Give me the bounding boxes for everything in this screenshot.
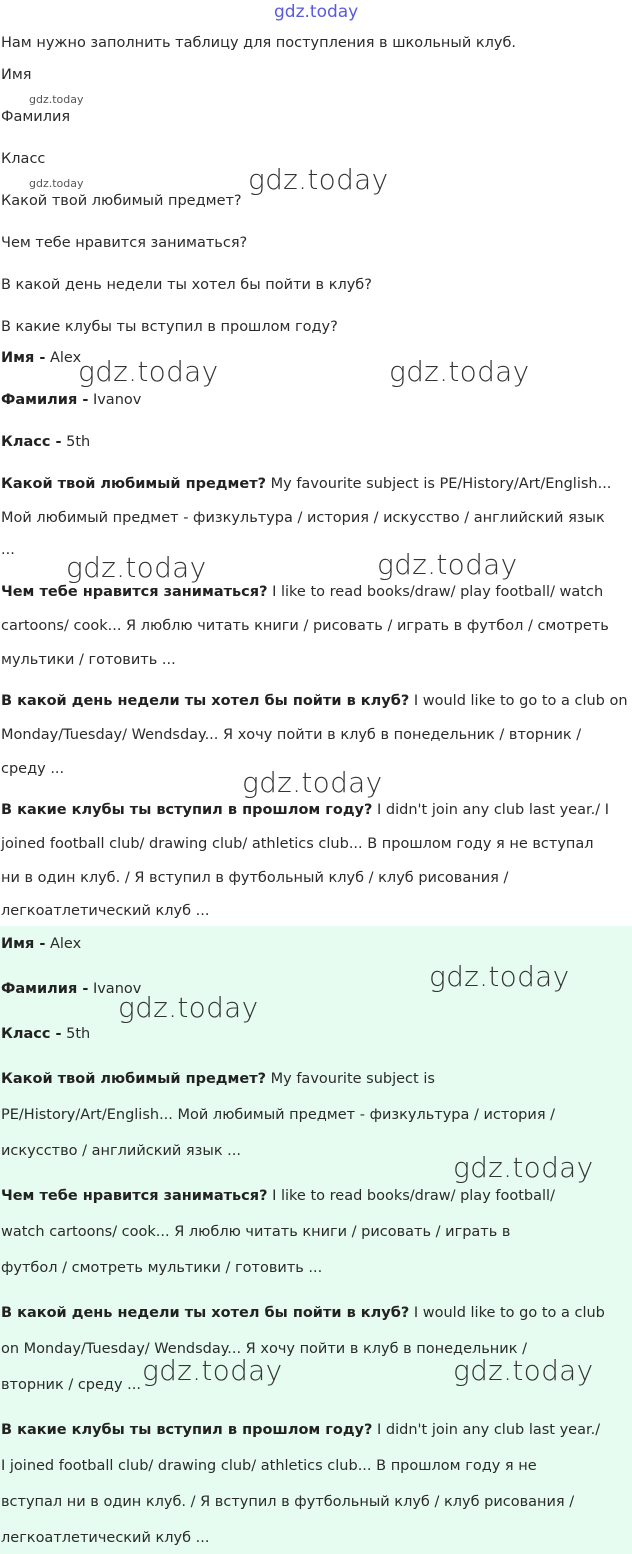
question-hobby: Чем тебе нравится заниматься? [1, 235, 248, 251]
answer2-grade: Класс - 5th [1, 1026, 91, 1042]
answer2-clubs-line: I joined football club/ drawing club/ athletics club... В прошлом году я не [1, 1458, 537, 1474]
answer2-day-line: вторник / среду ... [1, 1377, 141, 1393]
answer1-day-line: Monday/Tuesday/ Wendsday... Я хочу пойти в клуб в понедельник / вторник / [1, 727, 582, 743]
answer2-clubs-line: легкоатлетический клуб ... [1, 1530, 210, 1546]
answer1-clubs-line: ни в один клуб. / Я вступил в футбольный клуб / клуб рисования / [1, 870, 509, 886]
question-name: Имя [1, 67, 32, 83]
answer1-subject-line: Мой любимый предмет - физкультура / история / искусство / английский язык [1, 510, 605, 526]
watermark: gdz.today [429, 960, 570, 993]
watermark: gdz.today [66, 551, 207, 584]
answer1-subject-line: ... [1, 542, 15, 558]
watermark: gdz.today [142, 1354, 283, 1387]
answer1-surname: Фамилия - Ivanov [1, 392, 142, 408]
answer2-name: Имя - Alex [1, 936, 82, 952]
watermark-small: gdz.today [29, 93, 84, 106]
answer1-grade: Класс - 5th [1, 434, 91, 450]
answer2-clubs: В какие клубы ты вступил в прошлом году? I didn't join any club last year./ [1, 1422, 601, 1438]
answer1-subject: Какой твой любимый предмет? My favourite subject is PE/History/Art/English... [1, 476, 612, 492]
watermark: gdz.today [248, 163, 389, 196]
answer1-name: Имя - Alex [1, 350, 82, 366]
answer2-hobby: Чем тебе нравится заниматься? I like to read books/draw/ play football/ [1, 1188, 555, 1204]
watermark: gdz.today [389, 355, 530, 388]
watermark: gdz.today [118, 991, 259, 1024]
answer1-day-line: среду ... [1, 761, 65, 777]
watermark: gdz.today [242, 766, 383, 799]
answer1-day: В какой день недели ты хотел бы пойти в клуб? I would like to go to a club on [1, 693, 628, 709]
watermark-small: gdz.today [29, 177, 84, 190]
watermark: gdz.today [377, 548, 518, 581]
answer1-hobby-line: мультики / готовить ... [1, 652, 176, 668]
answer2-subject-line: искусство / английский язык ... [1, 1143, 242, 1159]
watermark: gdz.today [78, 355, 219, 388]
answer2-surname: Фамилия - Ivanov [1, 981, 142, 997]
answer2-day: В какой день недели ты хотел бы пойти в клуб? I would like to go to a club [1, 1305, 605, 1321]
answer2-hobby-line: watch cartoons/ cook... Я люблю читать книги / рисовать / играть в [1, 1224, 511, 1240]
answer1-hobby-line: cartoons/ cook... Я люблю читать книги / рисовать / играть в футбол / смотреть [1, 618, 609, 634]
answer2-hobby-line: футбол / смотреть мультики / готовить ... [1, 1260, 323, 1276]
question-surname: Фамилия [1, 109, 71, 125]
answer2-subject-line: PE/History/Art/English... Мой любимый предмет - физкультура / история / [1, 1107, 556, 1123]
question-clubs: В какие клубы ты вступил в прошлом году? [1, 319, 338, 335]
watermark: gdz.today [453, 1151, 594, 1184]
answer2-subject: Какой твой любимый предмет? My favourite subject is [1, 1071, 435, 1087]
watermark: gdz.today [453, 1354, 594, 1387]
question-grade: Класс [1, 151, 46, 167]
question-subject: Какой твой любимый предмет? [1, 193, 242, 209]
answer1-hobby: Чем тебе нравится заниматься? I like to read books/draw/ play football/ watch [1, 584, 604, 600]
answer1-clubs: В какие клубы ты вступил в прошлом году? I didn't join any club last year./ I [1, 802, 609, 818]
answer1-clubs-line: легкоатлетический клуб ... [1, 903, 210, 919]
intro-text: Нам нужно заполнить таблицу для поступления в школьный клуб. [1, 35, 517, 51]
question-day: В какой день недели ты хотел бы пойти в клуб? [1, 277, 372, 293]
answer2-clubs-line: вступал ни в один клуб. / Я вступил в футбольный клуб / клуб рисования / [1, 1494, 575, 1510]
answer2-day-line: on Monday/Tuesday/ Wendsday... Я хочу пойти в клуб в понедельник / [1, 1341, 527, 1357]
answer1-clubs-line: joined football club/ drawing club/ athletics club... В прошлом году я не вступал [1, 836, 594, 852]
header-watermark: gdz.today [274, 2, 359, 22]
